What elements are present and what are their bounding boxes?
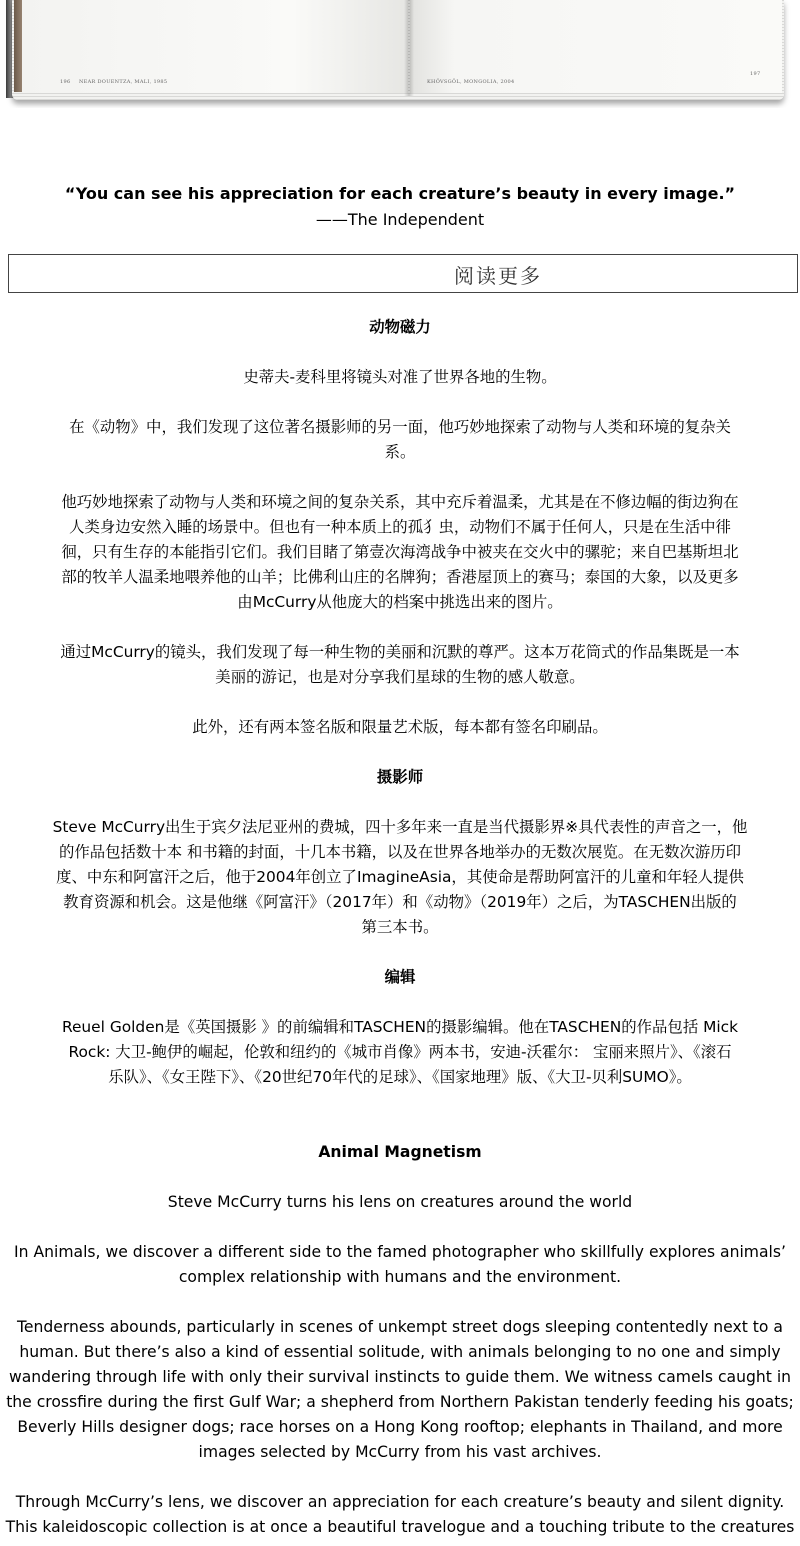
en-p2-line: images selected by McCurry from his vast archives. <box>198 1443 602 1461</box>
zh-heading-photographer: 摄影师 <box>376 768 424 786</box>
zh-heading-editor: 编辑 <box>384 968 416 986</box>
zh-p5-line: 的作品包括数十本 和书籍的封面，十几本书籍，以及在世界各地举办的无数次展览。在无数次游历印 <box>58 843 742 861</box>
en-p1-line: complex relationship with humans and the environment. <box>178 1268 622 1286</box>
quote-text: “You can see his appreciation for each creature’s beauty in every image.” <box>64 184 736 203</box>
zh-p3-line: 通过McCurry的镜头，我们发现了每一种生物的美丽和沉默的尊严。这本万花筒式的作品集既是一本 <box>60 643 740 661</box>
zh-p2-line: 人类身边安然入睡的场景中。但也有一种本质上的孤犭虫，动物们不属于任何人，只是在生活中徘 <box>69 518 731 536</box>
zh-p2-line: 由McCurry从他庞大的档案中挑选出来的图片。 <box>237 593 563 611</box>
en-p2-line: Tenderness abounds, particularly in scenes of unkempt street dogs sleeping contentedly next to a <box>17 1318 783 1336</box>
right-page-number: 197 <box>750 71 761 77</box>
read-more-label: 阅读更多 <box>454 264 542 288</box>
left-page-caption: NEAR DOUENTZA, MALI, 1985 <box>79 79 168 85</box>
zh-p2-line: 徊，只有生存的本能指引它们。我们目睹了第壹次海湾战争中被夹在交火中的骡驼；来自巴基斯坦北 <box>61 543 739 561</box>
en-heading-animal-magnetism: Animal Magnetism <box>318 1143 482 1161</box>
zh-p4: 此外，还有两本签名版和限量艺术版，每本都有签名印刷品。 <box>192 718 608 736</box>
en-p2-line: the crossfire during the first Gulf War; a shepherd from Northern Pakistan tenderly feeding his goats; <box>6 1393 794 1411</box>
en-p2-line: wandering through life with only their survival instincts to guide them. We witness camels caught in <box>8 1368 792 1386</box>
zh-p5-line: 度、中东和阿富汗之后，他于2004年创立了ImagineAsia，其使命是帮助阿富汗的儿童和年轻人提供 <box>56 868 744 886</box>
right-page-caption: KHÖVSGÖL, MONGOLIA, 2004 <box>427 79 515 85</box>
zh-p3-line: 美丽的游记，也是对分享我们星球的生物的感人敬意。 <box>215 668 585 686</box>
en-p2-line: Beverly Hills designer dogs; race horses on a Hong Kong rooftop; elephants in Thailand, and more <box>17 1418 783 1436</box>
zh-p2-line: 部的牧羊人温柔地喂养他的山羊；比佛利山庄的名牌狗；香港屋顶上的赛马；泰国的大象，以及更多 <box>61 568 739 586</box>
zh-heading-animal-magnetism: 动物磁力 <box>369 318 431 336</box>
read-more-button[interactable] <box>8 254 798 293</box>
en-p3-line: Through McCurry’s lens, we discover an appreciation for each creature’s beauty and silent dignity. <box>15 1493 785 1511</box>
zh-p6-line: 乐队》、《女王陛下》、《20世纪70年代的足球》、《国家地理》版、《大卫-贝利SUMO》。 <box>108 1068 692 1086</box>
book-gutter <box>404 0 414 96</box>
zh-p5-line: 第三本书。 <box>361 918 439 936</box>
zh-p1-line: 系。 <box>384 443 416 461</box>
zh-p6-line: Reuel Golden是《英国摄影 》的前编辑和TASCHEN的摄影编辑。他在TASCHEN的作品包括 Mick <box>61 1018 739 1036</box>
zh-subtitle: 史蒂夫-麦科里将镜头对准了世界各地的生物。 <box>243 368 557 386</box>
zh-p6-line: Rock: 大卫-鲍伊的崛起，伦敦和纽约的《城市肖像》两本书，安迪-沃霍尔： 宝丽来照片》、《滚石 <box>68 1043 732 1061</box>
quote-source: ——The Independent <box>315 210 485 229</box>
zh-p1-line: 在《动物》中，我们发现了这位著名摄影师的另一面，他巧妙地探索了动物与人类和环境的复杂关 <box>69 418 731 436</box>
zh-p5-line: Steve McCurry出生于宾夕法尼亚州的费城，四十多年来一直是当代摄影界※具代表性的声音之一，他 <box>52 818 748 836</box>
en-subtitle: Steve McCurry turns his lens on creatures around the world <box>167 1193 633 1211</box>
left-page-number: 196 <box>60 79 71 85</box>
en-p3-line: This kaleidoscopic collection is at once a beautiful travelogue and a touching tribute to the creatures <box>5 1518 795 1536</box>
book-photo <box>0 0 800 108</box>
zh-p2-line: 他巧妙地探索了动物与人类和环境之间的复杂关系，其中充斥着温柔，尤其是在不修边幅的街边狗在 <box>61 493 739 511</box>
en-p2-line: human. But there’s also a kind of essential solitude, with animals belonging to no one and simply <box>19 1343 781 1361</box>
en-p1-line: In Animals, we discover a different side to the famed photographer who skillfully explores animals’ <box>14 1243 786 1261</box>
zh-p5-line: 教育资源和机会。这是他继《阿富汗》（2017年）和《动物》（2019年）之后，为TASCHEN出版的 <box>63 893 737 911</box>
